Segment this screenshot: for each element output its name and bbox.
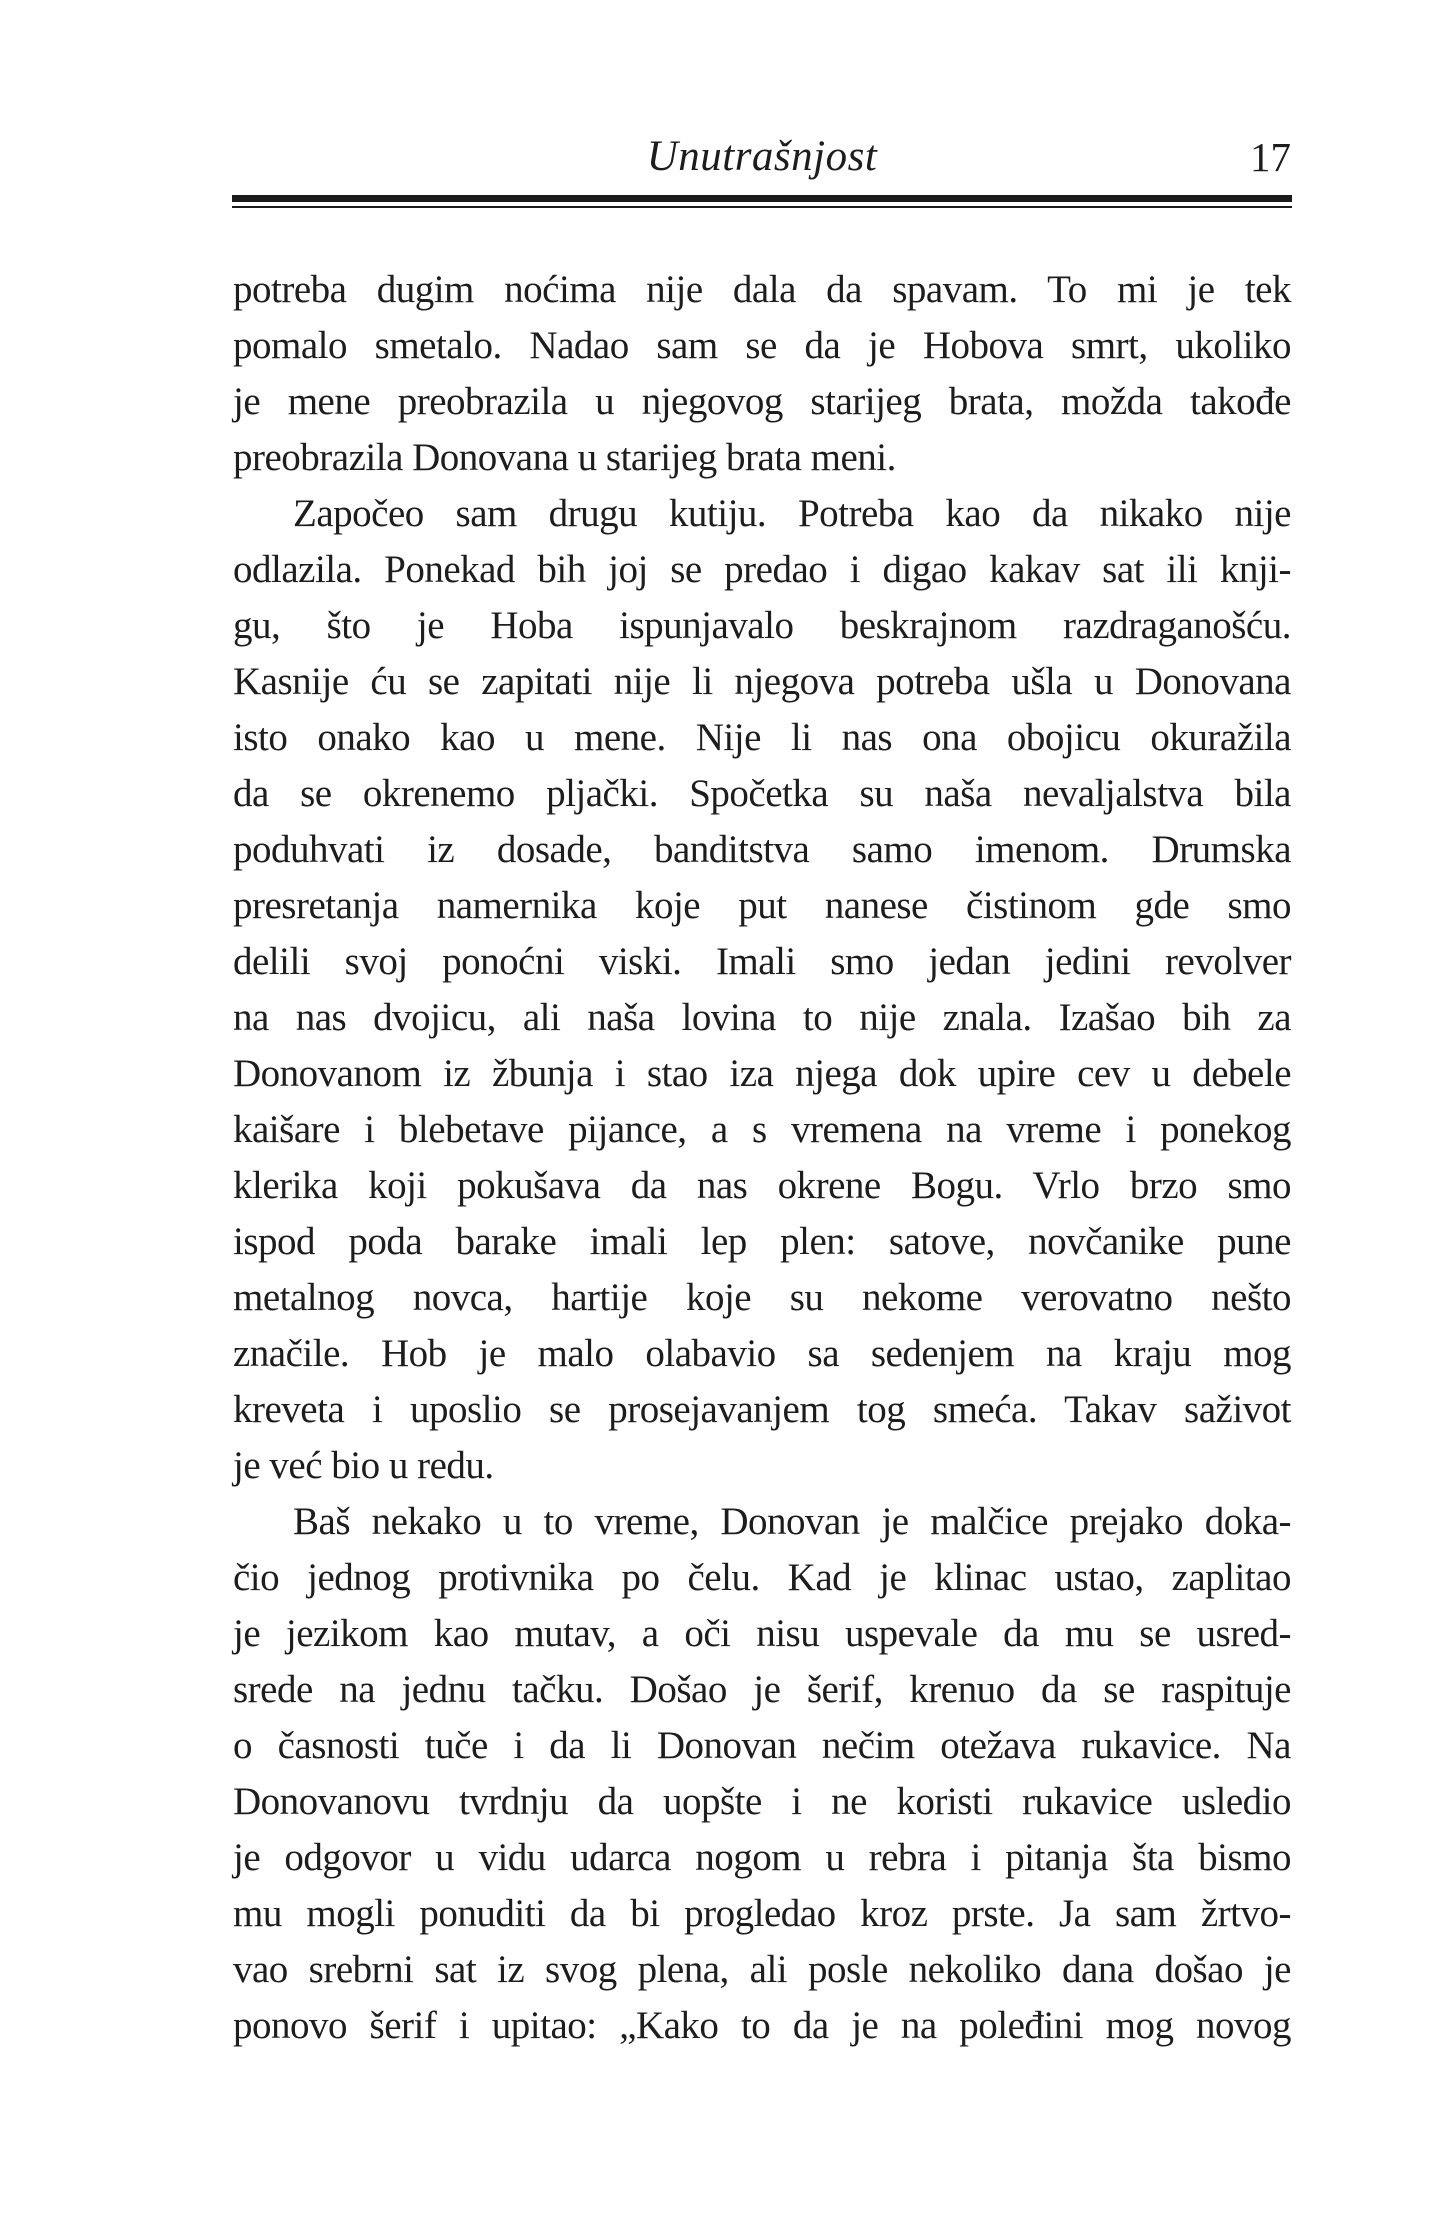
text-line: o časnosti tuče i da li Donovan nečim otežava rukavice. Na: [233, 1724, 1291, 1767]
text-line: je mene preobrazila u njegovog starijeg brata, možda takođe: [233, 380, 1291, 423]
text-line: mu mogli ponuditi da bi progledao kroz prste. Ja sam žrtvo-: [233, 1892, 1291, 1935]
text-line: je već bio u redu.: [233, 1444, 494, 1487]
page-header: [233, 128, 1291, 186]
text-line: poduhvati iz dosade, banditstva samo imenom. Drumska: [233, 828, 1291, 871]
text-line: čio jednog protivnika po čelu. Kad je klinac ustao, zaplitao: [233, 1556, 1291, 1599]
text-line: da se okrenemo pljački. Spočetka su naša nevaljalstva bila: [233, 772, 1291, 815]
text-line: potreba dugim noćima nije dala da spavam. To mi je tek: [233, 268, 1291, 311]
text-line: Donovanom iz žbunja i stao iza njega dok upire cev u debele: [233, 1052, 1291, 1095]
text-line: preobrazila Donovana u starijeg brata meni.: [233, 436, 896, 479]
paragraph: [233, 1494, 1291, 2054]
text-line: Kasnije ću se zapitati nije li njegova potreba ušla u Donovana: [233, 660, 1291, 703]
text-line: gu, što je Hoba ispunjavalo beskrajnom razdraganošću.: [233, 604, 1291, 647]
text-line: odlazila. Ponekad bih joj se predao i digao kakav sat ili knji-: [233, 548, 1291, 591]
text-line: na nas dvojicu, ali naša lovina to nije znala. Izašao bih za: [233, 996, 1291, 1039]
paragraph: [233, 486, 1291, 1494]
body-text: [233, 262, 1291, 2054]
text-line: je jezikom kao mutav, a oči nisu uspevale da mu se usred-: [233, 1612, 1291, 1655]
text-line: Započeo sam drugu kutiju. Potreba kao da nikako nije: [293, 492, 1291, 535]
text-line: vao srebrni sat iz svog plena, ali posle nekoliko dana došao je: [233, 1948, 1291, 1991]
header-rule: [232, 195, 1292, 208]
text-line: delili svoj ponoćni viski. Imali smo jedan jedini revolver: [233, 940, 1291, 983]
text-line: kreveta i uposlio se prosejavanjem tog smeća. Takav saživot: [233, 1388, 1291, 1431]
text-line: kaišare i blebetave pijance, a s vremena na vreme i ponekog: [233, 1108, 1291, 1151]
running-title: Unutrašnjost: [646, 133, 878, 180]
text-line: isto onako kao u mene. Nije li nas ona obojicu okuražila: [233, 716, 1291, 759]
text-line: je odgovor u vidu udarca nogom u rebra i pitanja šta bismo: [233, 1836, 1291, 1879]
page-number: 17: [1250, 134, 1291, 180]
text-line: pomalo smetalo. Nadao sam se da je Hobova smrt, ukoliko: [233, 324, 1291, 367]
text-line: srede na jednu tačku. Došao je šerif, krenuo da se raspituje: [233, 1668, 1291, 1711]
text-line: ispod poda barake imali lep plen: satove, novčanike pune: [233, 1220, 1291, 1263]
text-line: presretanja namernika koje put nanese čistinom gde smo: [233, 884, 1291, 927]
text-line: Donovanovu tvrdnju da uopšte i ne koristi rukavice usledio: [233, 1780, 1291, 1823]
paragraph: [233, 262, 1291, 486]
text-line: klerika koji pokušava da nas okrene Bogu. Vrlo brzo smo: [233, 1164, 1291, 1207]
text-line: ponovo šerif i upitao: „Kako to da je na poleđini mog novog: [233, 2004, 1291, 2047]
text-line: metalnog novca, hartije koje su nekome verovatno nešto: [233, 1276, 1291, 1319]
text-line: Baš nekako u to vreme, Donovan je malčice prejako doka-: [293, 1500, 1291, 1543]
text-line: značile. Hob je malo olabavio sa sedenjem na kraju mog: [233, 1332, 1291, 1375]
